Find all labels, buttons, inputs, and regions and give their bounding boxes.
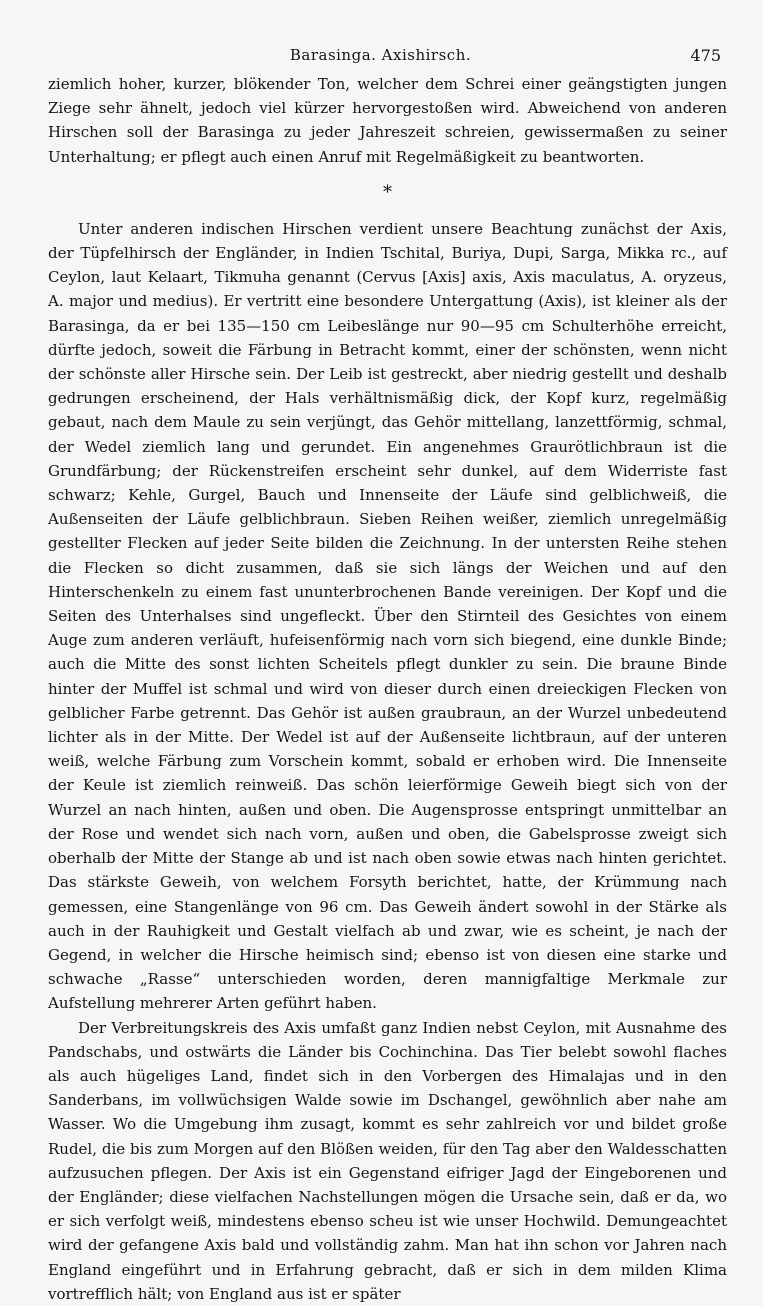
page-number: 475 <box>690 46 721 65</box>
paragraph-continuation: ziemlich hoher, kurzer, blökender Ton, welcher dem Schrei einer geängstigten jungen Ziege sehr ähnelt, jedoch viel kürzer hervorgestoßen wird. Abweichend von anderen Hirschen soll der Barasinga zu jeder Jahreszeit schreien, gewissermaßen zu seiner Unterhaltung; er pflegt auch einen Anruf mit Regelmäßigkeit zu beantworten. <box>48 75 727 166</box>
section-separator: * <box>383 181 392 203</box>
running-head <box>40 46 721 68</box>
paragraph-axis-distribution: Der Verbreitungskreis des Axis umfaßt ganz Indien nebst Ceylon, mit Ausnahme des Pandschabs, und ostwärts die Länder bis Cochinchina. Das Tier belebt sowohl flaches als auch hügeliges Land, findet sich in den Vorbergen des Himalajas und in den Sanderbans, im vollwüchsigen Walde sowie im Dschangel, gewöhnlich aber nahe am Wasser. Wo die Umgebung ihm zusagt, kommt es sehr zahlreich vor und bildet große Rudel, die bis zum Morgen auf den Blößen weiden, für den Tag aber den Waldesschatten aufzusuchen pflegen. Der Axis ist ein Gegenstand eifriger Jagd der Eingeborenen und der Engländer; diese vielfachen Nachstellungen mögen die Ursache sein, daß er da, wo er sich verfolgt weiß, mindestens ebenso scheu ist wie unser Hochwild. Demungeachtet wird der gefangene Axis bald und vollständig zahm. Man hat ihn schon vor Jahren nach England eingeführt und in Erfahrung gebracht, daß er sich in dem milden Klima vortrefflich hält; von England aus ist er später <box>48 1018 727 1303</box>
paragraph-axis-description: Unter anderen indischen Hirschen verdient unsere Beachtung zunächst der Axis, der Tüpfelhirsch der Engländer, in Indien Tschital, Buriya, Dupi, Sarga, Mikka rc., auf Ceylon, laut Kelaart, Tikmuha genannt (Cervus [Axis] axis, Axis maculatus, A. oryzeus, A. major und medius). Er vertritt eine besondere Untergattung (Axis), ist kleiner als der Barasinga, da er bei 135—150 cm Leibeslänge nur 90—95 cm Schulterhöhe erreicht, dürfte jedoch, soweit die Färbung in Betracht kommt, einer der schönsten, wenn nicht der schönste aller Hirsche sein. Der Leib ist gestreckt, aber niedrig gestellt und deshalb gedrungen erscheinend, der Hals verhältnismäßig dick, der Kopf kurz, regelmäßig gebaut, nach dem Maule zu sein verjüngt, das Gehör mittellang, lanzettförmig, schmal, der Wedel ziemlich lang und gerundet. Ein angenehmes Graurötlichbraun ist die Grundfärbung; der Rückenstreifen erscheint sehr dunkel, auf dem Widerriste fast schwarz; Kehle, Gurgel, Bauch und Innenseite der Läufe sind gelblichweiß, die Außenseiten der Läufe gelblichbraun. Sieben Reihen weißer, ziemlich unregelmäßig gestellter Flecken auf jeder Seite bilden die Zeichnung. In der untersten Reihe stehen die Flecken so dicht zusammen, daß sie sich längs der Weichen und auf den Hinterschenkeln zu einem fast ununterbrochenen Bande vereinigen. Der Kopf und die Seiten des Unterhalses sind ungefleckt. Über den Stirnteil des Gesichtes von einem Auge zum anderen verläuft, hufeisenförmig nach vorn sich biegend, eine dunkle Binde; auch die Mitte des sonst lichten Scheitels pflegt dunkler zu sein. Die braune Binde hinter der Muffel ist schmal und wird von dieser durch einen dreieckigen Flecken von gelblicher Farbe getrennt. Das Gehör ist außen graubraun, an der Wurzel unbedeutend lichter als in der Mitte. Der Wedel ist auf der Außenseite lichtbraun, auf der unteren weiß, welche Färbung zum Vorschein kommt, sobald er erhoben wird. Die Innenseite der Keule ist ziemlich reinweiß. Das schön leierförmige Geweih biegt sich von der Wurzel an nach hinten, außen und oben. Die Augensprosse entspringt unmittelbar an der Rose und wendet sich nach vorn, außen und oben, die Gabelsprosse zweigt sich oberhalb der Mitte der Stange ab und ist nach oben sowie etwas nach hinten gerichtet. Das stärkste Geweih, von welchem Forsyth berichtet, hatte, der Krümmung nach gemessen, eine Stangenlänge von 96 cm. Das Geweih ändert sowohl in der Stärke als auch in der Rauhigkeit und Gestalt vielfach ab und zwar, wie es scheint, je nach der Gegend, in welcher die Hirsche heimisch sind; ebenso ist von diesen eine starke und schwache „Rasse“ unterschieden worden, deren mannigfaltige Merkmale zur Aufstellung mehrerer Arten geführt haben. <box>48 219 727 1013</box>
running-title: Barasinga. Axishirsch. <box>289 46 472 64</box>
body-text <box>48 72 727 1306</box>
